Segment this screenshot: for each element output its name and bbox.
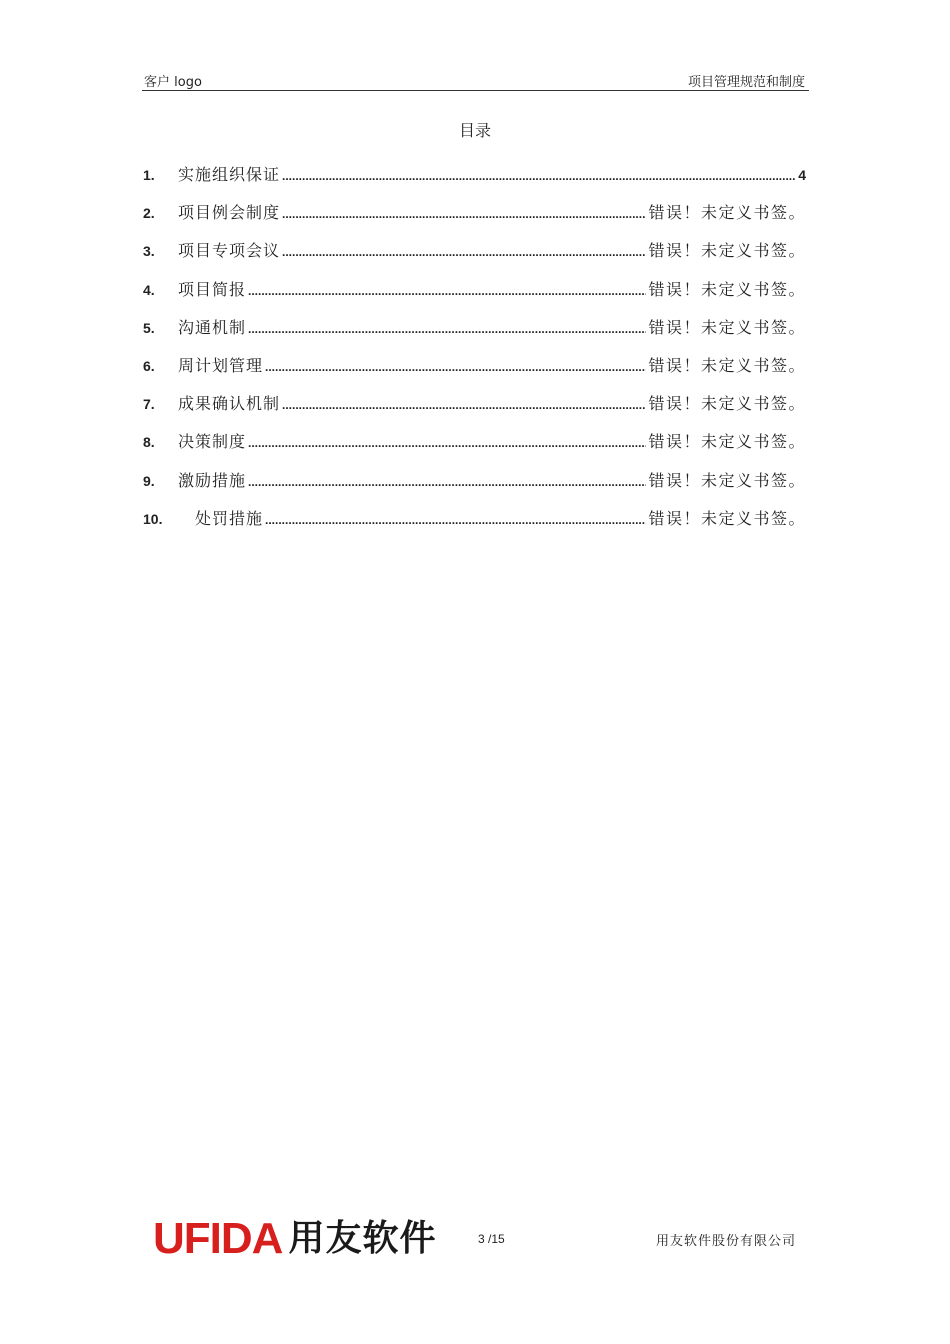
toc-entry-2[interactable] [143,200,806,238]
toc-entry-page: 错误！未定义书签。 [648,355,806,375]
toc-entry-label: 项目简报 [178,279,247,299]
toc-dot-leader [265,513,646,527]
logo-latin-text: UFIDA [153,1214,283,1263]
page-header [142,70,809,91]
toc-entry-label: 项目专项会议 [178,241,281,261]
toc-entry-4[interactable] [143,277,806,315]
toc-dot-leader [282,169,796,183]
toc-dot-leader [248,475,646,489]
ufida-logo [153,1214,436,1264]
toc-entry-page: 错误！未定义书签。 [648,432,806,452]
toc-entry-number: 2. [143,205,155,222]
toc-dot-leader [248,284,646,298]
header-client-logo-text: 客户 logo [144,75,202,90]
toc-entry-label: 激励措施 [178,470,247,490]
toc-entry-label: 实施组织保证 [178,165,281,184]
toc-entry-number: 7. [143,396,155,413]
toc-entry-page: 错误！未定义书签。 [648,279,806,299]
toc-entry-number: 10. [143,510,163,527]
toc-entry-page: 错误！未定义书签。 [648,203,806,223]
toc-entry-number: 3. [143,243,155,260]
footer-company-name: 用友软件股份有限公司 [655,1234,796,1249]
toc-entry-page: 错误！未定义书签。 [648,317,806,337]
toc-entry-page: 错误！未定义书签。 [648,241,806,261]
toc-dot-leader [248,436,646,450]
toc-title: 目录 [458,121,491,140]
table-of-contents [143,162,806,544]
toc-entry-number: 9. [143,472,155,489]
toc-entry-page: 错误！未定义书签。 [648,508,806,528]
toc-entry-number: 1. [143,167,155,183]
toc-entry-6[interactable] [143,353,806,391]
toc-entry-number: 8. [143,434,155,451]
toc-entry-number: 5. [143,319,155,336]
toc-dot-leader [265,360,646,374]
toc-entry-label: 沟通机制 [178,317,247,337]
toc-entry-7[interactable] [143,391,806,429]
toc-entry-3[interactable] [143,238,806,276]
toc-entry-label: 项目例会制度 [178,203,281,223]
toc-entry-9[interactable] [143,468,806,506]
toc-entry-5[interactable] [143,315,806,353]
toc-dot-leader [282,398,646,412]
toc-dot-leader [282,245,646,259]
toc-entry-8[interactable] [143,429,806,467]
logo-chinese-text: 用友软件 [288,1218,437,1259]
toc-entry-label: 周计划管理 [178,355,264,375]
toc-entry-number: 4. [143,281,155,298]
toc-entry-1[interactable] [143,162,806,200]
toc-dot-leader [282,207,646,221]
page-number: 3 /15 [478,1232,505,1246]
toc-entry-page: 错误！未定义书签。 [648,394,806,414]
toc-entry-page: 4 [798,167,806,183]
toc-entry-10[interactable] [143,506,806,544]
toc-entry-page: 错误！未定义书签。 [648,470,806,490]
toc-entry-label: 处罚措施 [195,508,264,528]
toc-entry-label: 成果确认机制 [178,394,281,414]
header-document-title: 项目管理规范和制度 [687,75,805,90]
toc-dot-leader [248,322,646,336]
toc-entry-label: 决策制度 [178,432,247,452]
toc-entry-number: 6. [143,357,155,374]
